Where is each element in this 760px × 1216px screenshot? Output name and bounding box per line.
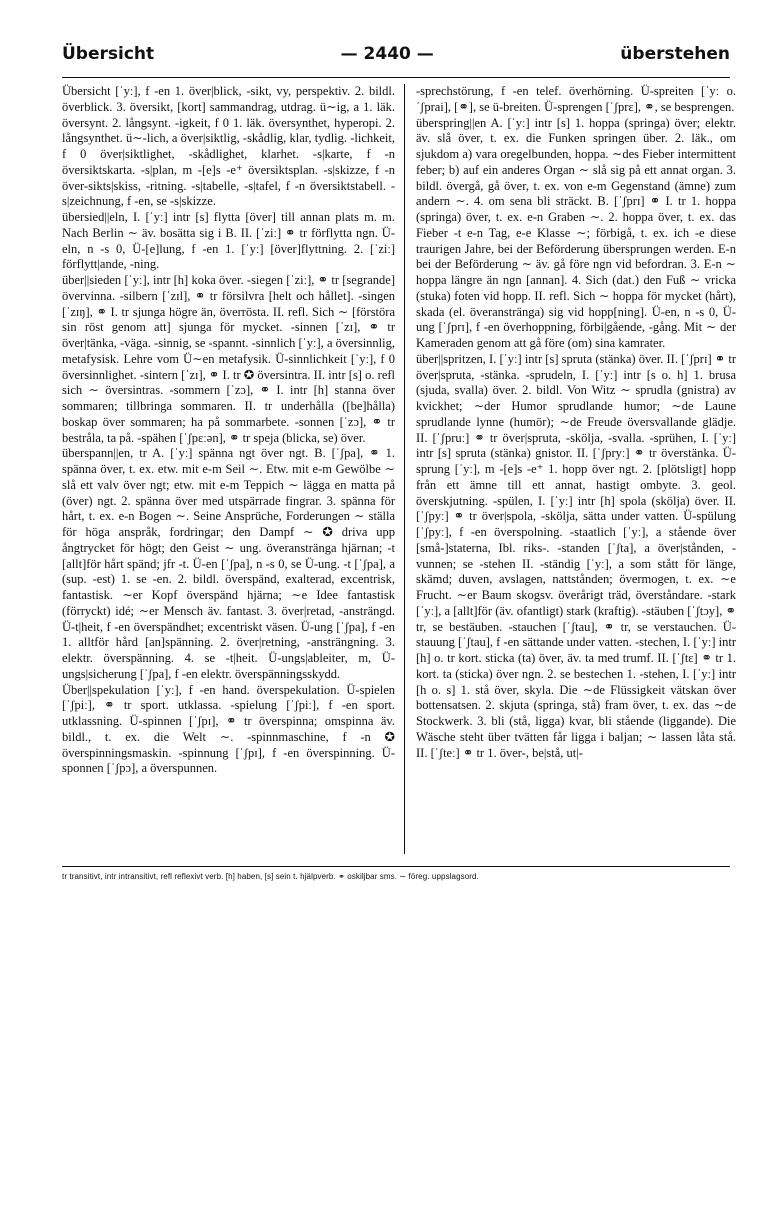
entry-uebersieden: über||sieden [ˈyː], intr [h] koka över. -siegen [ˈziː], ⚭ tr [segrande] övervinna. -silbern [ˈzɪl], ⚭ tr försilvra [helt och hållet]. -singen [ˈzɪŋ], ⚭ I. tr sjunga högre än, överrösta. II. refl. Sich ∼ [förstöra sin röst genom att] sjunga för mycket. -sinnen [ˈzɪ], ⚭ tr över|tänka, -väga. -sinnig, se -spannt. -sinnlich [ˈyː], a översinnlig, metafysisk. Lehre vom Ü∼en metafysik. Ü-sinnlichkeit [ˈyː], f 0 översinnlighet. -sintern [ˈzɪ], ⚭ I. tr ✪ översintra. II. intr [s] o. refl sich ∼ översintras. -sommern [ˈzɔ], ⚭ I. intr [h] stanna över sommaren; tillbringa sommaren. II. tr underhålla ([be]hålla) boskap över sommaren; ha på sommarbete. -sonnen [ˈzɔ], ⚭ tr bestråla, ta på. -spähen [ˈʃpɛːən], ⚭ tr speja (blicka, se) över. — [62, 273, 395, 445]
entry-ueberspritzen: über||spritzen, I. [ˈyː] intr [s] spruta (stänka) över. II. [ˈʃprɪ] ⚭ tr över|spruta, -stänka. -sprudeln, I. [ˈyː] intr [s o. h] 1. brusa (sjuda, svalla) över. 2. bildl. Von Witz ∼ sprudla (gnistra) av kvickhet; ∼der Humor sprudlande humor; ∼de Laune sprudlande lynne (humör); ∼de Freude översvallande glädje. II. [ˈʃpruː] ⚭ tr över|spruta, -skölja, -svalla. -sprühen, I. [ˈyː] intr [s] spruta (stänka) gnistor. II. [ˈʃpryː] ⚭ tr överstänka. Ü-sprung [ˈyː], m -[e]s -e⁺ 1. hopp över ngt. 2. [plötsligt] hopp från ett ämne till ett annat, hastigt ombyte. 3. geol. överskjutning. -spülen, I. [ˈyː] intr [h] spola (skölja) över. II. [ˈʃpyː] ⚭ tr över|spola, -skölja, sätta under vatten. Ü-spülung [ˈʃpyː], f -en överspolning. -staatlich [ˈyː], a stående över [små-]staterna, Ibl. riks-. -standen [ˈʃta], a över|stånden, -vunnen; se -stehen II. -ständig [ˈyː], a som stått för länge, skämd; duven, avslagen, nattstånden; övermogen, t. ex. ∼e Frucht. ∼er Baum skogsv. överårigt träd, överståndare. -stark [ˈyː], a [allt]för (äv. ofantligt) stark (kraftig). -stäuben [ˈʃtɔy], ⚭ tr, se bestäuben. -stauchen [ˈʃtau], ⚭ tr, se verstauchen. Ü-stauung [ˈʃtau], f -en sättande under vatten. -stechen, I. [ˈyː] intr [h] o. tr kort. sticka (ta) över, äv. ta med trumf. II. [ˈʃtɛ] ⚭ tr 1. kort. ta (sticka) över ngn. 2. se bestechen 1. -stehen, I. [ˈyː] intr [h o. s] 1. stå över, skyla. Die ∼de Flüssigkeit vätskan över bottensatsen. 2. skjuta (springa, stå) fram över, t. ex. das ∼de Stockwerk. 3. bli (stå, ligga) kvar, bli stående (liggande). Die Wäsche steht über tvätten får ligga i baljan; ∼ lassen låta stå. II. [ˈʃteː] ⚭ tr 1. över-, be|stå, ut|- — [416, 351, 736, 760]
header-right-word: überstehen — [620, 44, 730, 64]
right-column — [416, 84, 736, 856]
left-column — [62, 84, 395, 856]
column-divider — [404, 84, 405, 854]
entry-ueberspannen: überspann||en, tr A. [ˈyː] spänna ngt över ngt. B. [ˈʃpa], ⚭ 1. spänna över, t. ex. etw. mit e-m Seil ∼. Etw. mit e-m Gewölbe ∼ slå ett valv över ngt; etw. mit e-m Teppich ∼ lägga en matta på (över) ngt. 2. spänna över med utspärrade fingrar. 3. spänna för hårt, t. ex. e-n Bogen ∼. Seine Ansprüche, Forderungen ∼ ställa för höga anspråk, fordringar; den Dampf ∼ ✪ driva upp ångtrycket för högt; den Geist ∼ ung. överanstränga hjärnan; -t [allt]för hårt spänd; jfr -t. Ü-en [ˈʃpa], n -s 0, se Ü-ung. -t [ˈʃpa], a (sup. -est) 1. se -en. 2. bildl. överspänd, exalterad, excentrisk, fantastisk. ∼er Kopf överspänd hjärna; ∼e Idee fantastisk (förryckt) idé; ∼er Mensch äv. fantast. 3. över|retad, -ansträngd. Ü-t|heit, f -en överspändhet; excentriskt väsen. Ü-ung [ˈʃpa], f -en 1. alltför hård [an]spänning. 2. över|retning, -ansträngning. 3. elektr. överspänning. 4. se -t|heit. Ü-ungs|ableiter, m, Ü-ungs|sicherung [ˈʃpa], f -en elektr. överspänningsskydd. — [62, 446, 395, 681]
page-header — [62, 44, 730, 72]
entry-uebersiedeln: übersied||eln, I. [ˈyː] intr [s] flytta [över] till annan plats m. m. Nach Berlin ∼ äv. bosätta sig i B. II. [ˈziː] ⚭ tr förflytta ngn. Ü-eln, n -s 0, Ü-[e]lung, f -en 1. [ˈyː] [över]flyttning. 2. [ˈziː] förflytt|ande, -ning. — [62, 210, 395, 272]
header-left-word: Übersicht — [62, 44, 155, 64]
entry-uebersicht: Übersicht [ˈyː], f -en 1. över|blick, -sikt, vy, perspektiv. 2. bildl. överblick. 3. översikt, [kort] sammandrag, utdrag. ü∼ig, a 1. läk. översynt. 2. långsynt. -igkeit, f 0 1. läk. översynthet, hyperopi. 2. långsynthet. ü∼-lich, a över|siktlig, -skådlig, klar, tydlig. -lichkeit, f 0 över|siktlighet, -skådlighet, klarhet. -s|karte, f -n översiktskarta. -s|plan, m -[e]s -e⁺ översiktsplan. -s|skizze, f -n över-sikts|skiss, -ritning. -s|tabelle, -s|tafel, f -n översiktstabell. -s|zeichnung, f -en, se -s|skizze. — [62, 84, 395, 209]
footer-rule — [62, 866, 730, 867]
header-rule — [62, 77, 730, 78]
entry-ueberspekulation: Über||spekulation [ˈyː], f -en hand. överspekulation. Ü-spielen [ˈʃpiː], ⚭ tr sport. utklassa. -spielung [ˈʃpiː], f -en sport. utklassning. Ü-spinnen [ˈʃpɪ], ⚭ tr överspinna; omspinna äv. bildl., t. ex. die Welt ∼. -spinnmaschine, f -n ✪ överspinningsmaskin. -spinnung [ˈʃpɪ], f -en överspinning. Ü-sponnen [ˈʃpɔ], a överspunnen. — [62, 682, 395, 776]
entry-ueberspinnen-cont: -sprechstörung, f -en telef. överhörning. Ü-spreiten [ˈyː o. ˈʃprai], [⚭], se ü-breiten. Ü-sprengen [ˈʃprɛ], ⚭, se besprengen. — [416, 84, 736, 114]
abbreviation-legend: tr transitivt, intr intransitivt, refl reflexivt verb. [h] haben, [s] sein t. hjälpverb. ⚭ oskiljbar sms. ∼ föreg. uppslagsord. — [62, 872, 479, 881]
entry-ueberspringen: überspring||en A. [ˈyː] intr [s] 1. hoppa (springa) över; elektr. äv. slå över, t. ex. die Funken springen über. 2. läk., om sjukdom a) vara oregelbunden, hoppa. ∼des Fieber intermittent feber; b) auf ein anderes Organ ∼ slå sig på ett annat organ. 3. bildl. övergå, gå över, t. ex. von e-m Gegenstand (ämne) zum andern ∼. 4. om sena bli sträckt. B. [ˈʃprɪ] ⚭ I. tr 1. hoppa (springa) över, t. ex. e-n Graben ∼. 2. hoppa över, t. ex. das Fieber -t e-n Tag, e-e Klasse ∼; förbigå, t. ex. ich -e diese traurigen Jahre, bei der Beförderung übersprungen werden. E-n bei der Beförderung ∼ äv. gå före ngn vid befordran. 3. E-n ∼ hoppa längre än ngn [annan]. 4. Sich (dat.) den Fuß ∼ vricka (stuka) foten vid hopp. II. refl. Sich ∼ hoppa för mycket (hårt), skada (el. överanstränga) sig vid hopp[ning]. Ü-en, n -s 0, Ü-ung [ˈʃprɪ], f -en överhoppning, förbi|gående, -gång. Mit ∼ der Kameraden genom att gå före (om) sina kamrater. — [416, 115, 736, 350]
page-number: — 2440 — — [340, 44, 434, 64]
